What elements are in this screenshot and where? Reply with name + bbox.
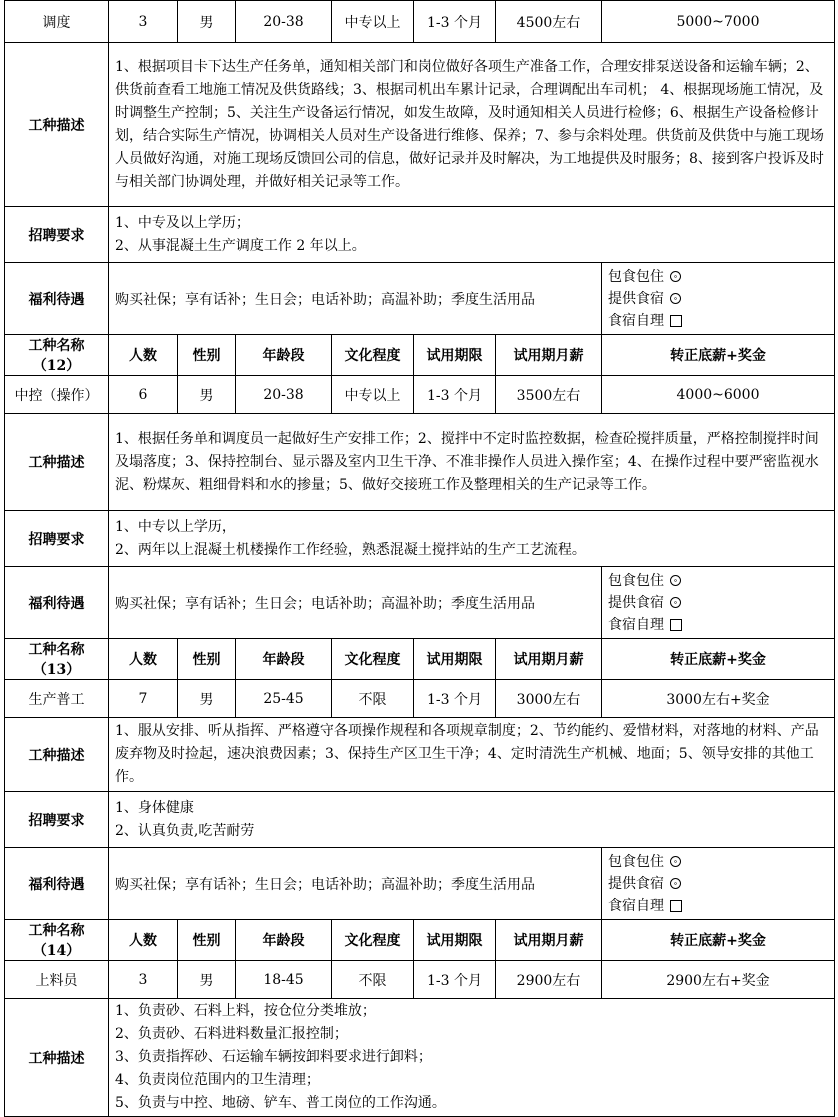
description-item: 2、负责砂、石料进料数量汇报控制； xyxy=(115,1026,348,1042)
col-gender: 性别 xyxy=(178,639,236,680)
header-row xyxy=(5,639,835,680)
option-self-arranged[interactable] xyxy=(608,310,828,332)
col-probation-pay: 试用期月薪 xyxy=(496,335,602,376)
welfare-label: 福利待遇 xyxy=(5,263,109,335)
requirements-label: 招聘要求 xyxy=(5,207,109,263)
job-probation: 1-3 个月 xyxy=(414,961,496,999)
job-regular-pay: 2900左右+奖金 xyxy=(602,961,835,999)
option-label: 提供食宿 xyxy=(608,875,664,892)
welfare-options xyxy=(602,263,835,335)
col-probation: 试用期限 xyxy=(414,639,496,680)
job-requirements xyxy=(109,207,835,263)
requirement-item: 2、认真负责,吃苦耐劳 xyxy=(115,822,255,839)
job-education: 不限 xyxy=(332,680,414,718)
radio-icon xyxy=(670,293,681,304)
job-name: 调度 xyxy=(5,1,109,43)
job-education: 不限 xyxy=(332,961,414,999)
job-age: 20-38 xyxy=(236,1,332,43)
checkbox-icon xyxy=(670,619,682,631)
option-self-arranged[interactable] xyxy=(608,614,828,636)
requirements-label: 招聘要求 xyxy=(5,511,109,567)
description-item: 5、负责与中控、地磅、铲车、普工岗位的工作沟通。 xyxy=(115,1095,446,1111)
option-label: 包食包住 xyxy=(608,572,664,589)
requirement-item: 1、中专以上学历， xyxy=(115,518,236,535)
checkbox-icon xyxy=(670,315,682,327)
option-label: 包食包住 xyxy=(608,853,664,870)
option-label: 食宿自理 xyxy=(608,897,664,914)
requirement-item: 2、从事混凝土生产调度工作 2 年以上。 xyxy=(115,237,366,254)
job-name: 生产普工 xyxy=(5,680,109,718)
col-probation-pay: 试用期月薪 xyxy=(496,920,602,961)
radio-icon xyxy=(670,856,681,867)
col-count: 人数 xyxy=(109,920,178,961)
job-row xyxy=(5,680,835,718)
description-label: 工种描述 xyxy=(5,999,109,1117)
job-regular-pay: 3000左右+奖金 xyxy=(602,680,835,718)
job-regular-pay: 5000~7000 xyxy=(602,1,835,43)
col-regular-pay: 转正底薪+奖金 xyxy=(602,920,835,961)
welfare-options xyxy=(602,567,835,639)
col-probation-pay: 试用期月薪 xyxy=(496,639,602,680)
option-meals-lodging[interactable] xyxy=(608,266,828,288)
requirements-row xyxy=(5,511,835,567)
description-item: 3、负责指挥砂、石运输车辆按卸料要求进行卸料； xyxy=(115,1049,432,1065)
option-label: 食宿自理 xyxy=(608,312,664,329)
job-gender: 男 xyxy=(178,1,236,43)
requirements-row xyxy=(5,792,835,848)
header-row xyxy=(5,335,835,376)
requirements-row xyxy=(5,207,835,263)
job-row xyxy=(5,376,835,414)
checkbox-icon xyxy=(670,900,682,912)
job-name: 中控（操作） xyxy=(5,376,109,414)
job-probation-pay: 2900左右 xyxy=(496,961,602,999)
job-probation-pay: 4500左右 xyxy=(496,1,602,43)
job-description: 1、根据项目卡下达生产任务单，通知相关部门和岗位做好各项生产准备工作，合理安排泵送设备和运输车辆；2、供货前查看工地施工情况及供货路线；3、根据司机出车累计记录，合理调配出车司机； 4、根据现场施工情况，及时调整生产控制；5、关注生产设备运行情况，如发生故障，及时通知相关人员进行检修；6、根据生产设备检修计划，结合实际生产情况，协调相关人员对生产设备进行维修、保养；7、参与余料处理。供货前及供货中与施工现场人员做好沟通，对施工现场反馈回公司的信息，做好记录并及时解决，为工地提供及时服务；8、接到客户投诉及时与相关部门协调处理，并做好相关记录等工作。 xyxy=(109,43,835,207)
option-label: 提供食宿 xyxy=(608,290,664,307)
job-probation-pay: 3500左右 xyxy=(496,376,602,414)
requirement-item: 1、身体健康 xyxy=(115,799,194,816)
radio-icon xyxy=(670,597,681,608)
job-gender: 男 xyxy=(178,961,236,999)
welfare-text: 购买社保；享有话补；生日会；电话补助；高温补助；季度生活用品 xyxy=(109,263,602,335)
option-meals-lodging[interactable] xyxy=(608,570,828,592)
option-label: 食宿自理 xyxy=(608,616,664,633)
job-count: 7 xyxy=(109,680,178,718)
option-meals-lodging[interactable] xyxy=(608,851,828,873)
option-provide-meals[interactable] xyxy=(608,873,828,895)
description-item: 1、负责砂、石料上料，按仓位分类堆放； xyxy=(115,1003,376,1019)
col-age: 年龄段 xyxy=(236,335,332,376)
description-label: 工种描述 xyxy=(5,718,109,792)
welfare-label: 福利待遇 xyxy=(5,848,109,920)
job-requirements xyxy=(109,792,835,848)
description-row xyxy=(5,999,835,1117)
col-regular-pay: 转正底薪+奖金 xyxy=(602,639,835,680)
col-probation: 试用期限 xyxy=(414,335,496,376)
col-education: 文化程度 xyxy=(332,920,414,961)
job-description: 1、根据任务单和调度员一起做好生产安排工作；2、搅拌中不定时监控数据，检查砼搅拌质量，严格控制搅拌时间及塌落度；3、保持控制台、显示器及室内卫生干净、不准非操作人员进入操作室；4、在操作过程中要严密监视水泥、粉煤灰、粗细骨料和水的掺量；5、做好交接班工作及整理相关的生产记录等工作。 xyxy=(109,414,835,511)
col-age: 年龄段 xyxy=(236,920,332,961)
col-education: 文化程度 xyxy=(332,335,414,376)
job-regular-pay: 4000~6000 xyxy=(602,376,835,414)
option-self-arranged[interactable] xyxy=(608,895,828,917)
description-label: 工种描述 xyxy=(5,43,109,207)
option-label: 包食包住 xyxy=(608,268,664,285)
col-age: 年龄段 xyxy=(236,639,332,680)
description-item: 4、负责岗位范围内的卫生清理； xyxy=(115,1072,320,1088)
col-education: 文化程度 xyxy=(332,639,414,680)
col-count: 人数 xyxy=(109,639,178,680)
job-count: 3 xyxy=(109,1,178,43)
welfare-options xyxy=(602,848,835,920)
description-row xyxy=(5,718,835,792)
welfare-text: 购买社保；享有话补；生日会；电话补助；高温补助；季度生活用品 xyxy=(109,567,602,639)
job-name: 上料员 xyxy=(5,961,109,999)
option-label: 提供食宿 xyxy=(608,594,664,611)
job-probation-pay: 3000左右 xyxy=(496,680,602,718)
job-probation: 1-3 个月 xyxy=(414,376,496,414)
radio-icon xyxy=(670,271,681,282)
job-row xyxy=(5,961,835,999)
job-gender: 男 xyxy=(178,376,236,414)
requirement-item: 1、中专及以上学历； xyxy=(115,214,250,231)
option-provide-meals[interactable] xyxy=(608,288,828,310)
description-row xyxy=(5,414,835,511)
job-description xyxy=(109,999,835,1117)
job-count: 6 xyxy=(109,376,178,414)
requirements-label: 招聘要求 xyxy=(5,792,109,848)
job-probation: 1-3 个月 xyxy=(414,1,496,43)
job-education: 中专以上 xyxy=(332,376,414,414)
job-age: 18-45 xyxy=(236,961,332,999)
job-probation: 1-3 个月 xyxy=(414,680,496,718)
job-age: 20-38 xyxy=(236,376,332,414)
description-row xyxy=(5,43,835,207)
option-provide-meals[interactable] xyxy=(608,592,828,614)
job-title: 工种名称（13） xyxy=(5,639,109,680)
col-gender: 性别 xyxy=(178,920,236,961)
requirement-item: 2、两年以上混凝土机楼操作工作经验，熟悉混凝土搅拌站的生产工艺流程。 xyxy=(115,541,586,558)
welfare-row xyxy=(5,848,835,920)
welfare-row xyxy=(5,567,835,639)
welfare-text: 购买社保；享有话补；生日会；电话补助；高温补助；季度生活用品 xyxy=(109,848,602,920)
job-age: 25-45 xyxy=(236,680,332,718)
col-gender: 性别 xyxy=(178,335,236,376)
radio-icon xyxy=(670,878,681,889)
welfare-row xyxy=(5,263,835,335)
job-title: 工种名称（14） xyxy=(5,920,109,961)
radio-icon xyxy=(670,575,681,586)
job-row xyxy=(5,1,835,43)
col-count: 人数 xyxy=(109,335,178,376)
col-probation: 试用期限 xyxy=(414,920,496,961)
welfare-label: 福利待遇 xyxy=(5,567,109,639)
job-education: 中专以上 xyxy=(332,1,414,43)
job-gender: 男 xyxy=(178,680,236,718)
col-regular-pay: 转正底薪+奖金 xyxy=(602,335,835,376)
job-count: 3 xyxy=(109,961,178,999)
job-description: 1、服从安排、听从指挥、严格遵守各项操作规程和各项规章制度；2、节约能约、爱惜材料，对落地的材料、产品废弃物及时捡起，速决浪费因素；3、保持生产区卫生干净；4、定时清洗生产机械、地面；5、领导安排的其他工作。 xyxy=(109,718,835,792)
recruitment-table xyxy=(4,0,835,1117)
header-row xyxy=(5,920,835,961)
job-title: 工种名称（12） xyxy=(5,335,109,376)
job-requirements xyxy=(109,511,835,567)
description-label: 工种描述 xyxy=(5,414,109,511)
